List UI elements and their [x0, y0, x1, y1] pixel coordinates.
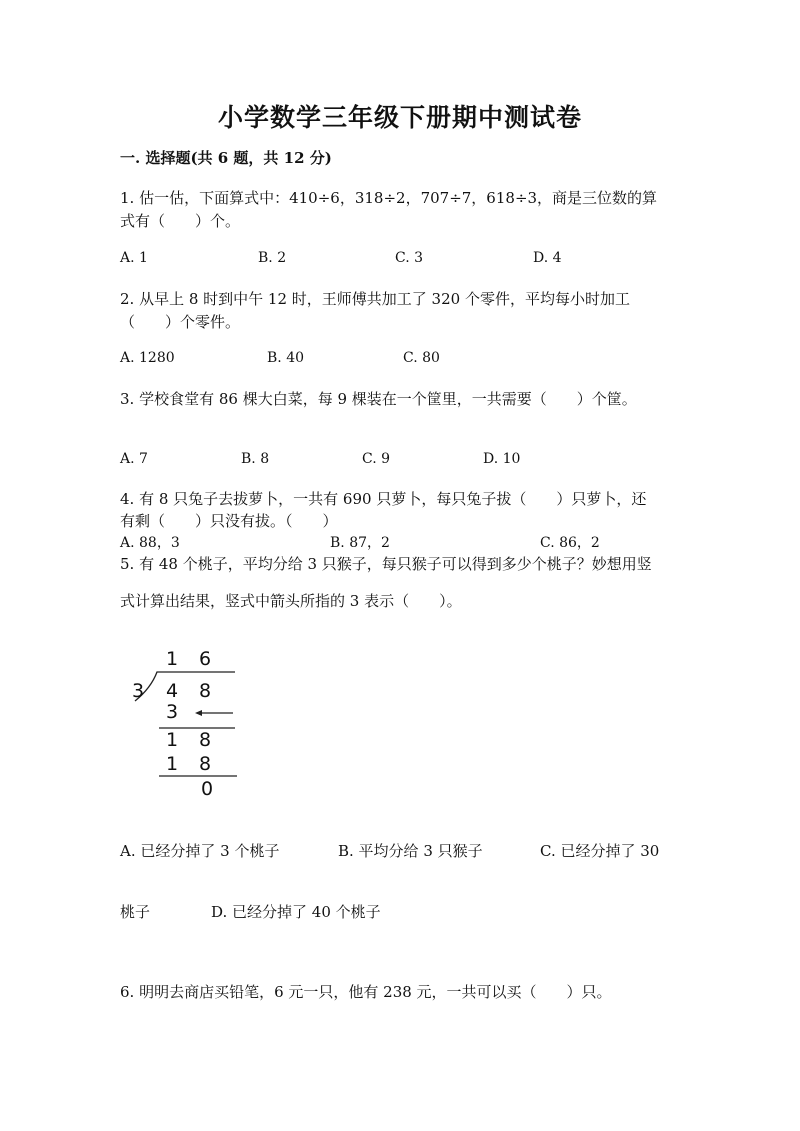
question-6-line-1: 6. 明明去商店买铅笔，6 元一只，他有 238 元，一共可以买（ ）只。: [120, 983, 612, 1001]
question-4-option-a: A. 88，3: [120, 535, 180, 551]
question-5-option-d: D. 已经分掉了 40 个桃子: [211, 903, 381, 921]
long-division-diagram: [125, 640, 245, 810]
question-3-option-b: B. 8: [241, 451, 270, 467]
question-1-option-a: A. 1: [120, 250, 148, 266]
question-1-option-c: C. 3: [395, 250, 424, 266]
question-5-line-1: 5. 有 48 个桃子，平均分给 3 只猴子，每只猴子可以得到多少个桃子？妙想用竖: [120, 555, 652, 573]
dividend-tens-digit: 4: [166, 680, 179, 702]
question-4-line-1: 4. 有 8 只兔子去拔萝卜，一共有 690 只萝卜，每只兔子拔（ ）只萝卜，还: [120, 490, 647, 508]
arrow-head: [195, 710, 202, 716]
question-4-line-2: 有剩（ ）只没有拔。（ ）: [120, 512, 338, 530]
question-5-option-c: C. 已经分掉了 30: [540, 842, 660, 860]
question-1-line-1: 1. 估一估，下面算式中：410÷6，318÷2，707÷7，618÷3，商是三位数的算: [120, 189, 658, 207]
step-3-tens-digit: 1: [166, 753, 179, 775]
long-division-lines: [125, 640, 245, 810]
divisor-digit: 3: [132, 680, 145, 702]
question-2-option-b: B. 40: [267, 350, 305, 366]
quotient-tens-digit: 1: [166, 648, 179, 670]
question-3-option-a: A. 7: [120, 451, 148, 467]
question-2-line-2: （ ）个零件。: [120, 313, 241, 331]
step-2-tens-digit: 1: [166, 729, 179, 751]
remainder-digit: 0: [201, 778, 214, 800]
step-2-ones-digit: 8: [199, 729, 212, 751]
question-2-line-1: 2. 从早上 8 时到中午 12 时，王师傅共加工了 320 个零件，平均每小时加工: [120, 290, 630, 308]
question-4-option-b: B. 87，2: [330, 535, 390, 551]
question-4-option-c: C. 86，2: [540, 535, 600, 551]
question-1-line-2: 式有（ ）个。: [120, 212, 241, 230]
question-3-option-d: D. 10: [483, 451, 521, 467]
question-5-line-2: 式计算出结果，竖式中箭头所指的 3 表示（ ）。: [120, 592, 462, 610]
quotient-ones-digit: 6: [199, 648, 212, 670]
step-3-ones-digit: 8: [199, 753, 212, 775]
question-1-option-d: D. 4: [533, 250, 562, 266]
question-2-option-a: A. 1280: [120, 350, 175, 366]
dividend-ones-digit: 8: [199, 680, 212, 702]
question-5-option-a: A. 已经分掉了 3 个桃子: [120, 842, 280, 860]
page-title: 小学数学三年级下册期中测试卷: [217, 103, 582, 132]
question-1-option-b: B. 2: [258, 250, 287, 266]
question-5-option-b: B. 平均分给 3 只猴子: [338, 842, 483, 860]
section-heading: 一. 选择题(共 6 题，共 12 分): [120, 149, 332, 167]
question-5-option-c-continued: 桃子: [120, 903, 151, 921]
question-2-option-c: C. 80: [403, 350, 440, 366]
step-1-digit: 3: [166, 701, 179, 723]
question-3-option-c: C. 9: [362, 451, 391, 467]
question-3-line-1: 3. 学校食堂有 86 棵大白菜，每 9 棵装在一个筐里，一共需要（ ）个筐。: [120, 390, 637, 408]
division-bracket: [135, 672, 235, 701]
